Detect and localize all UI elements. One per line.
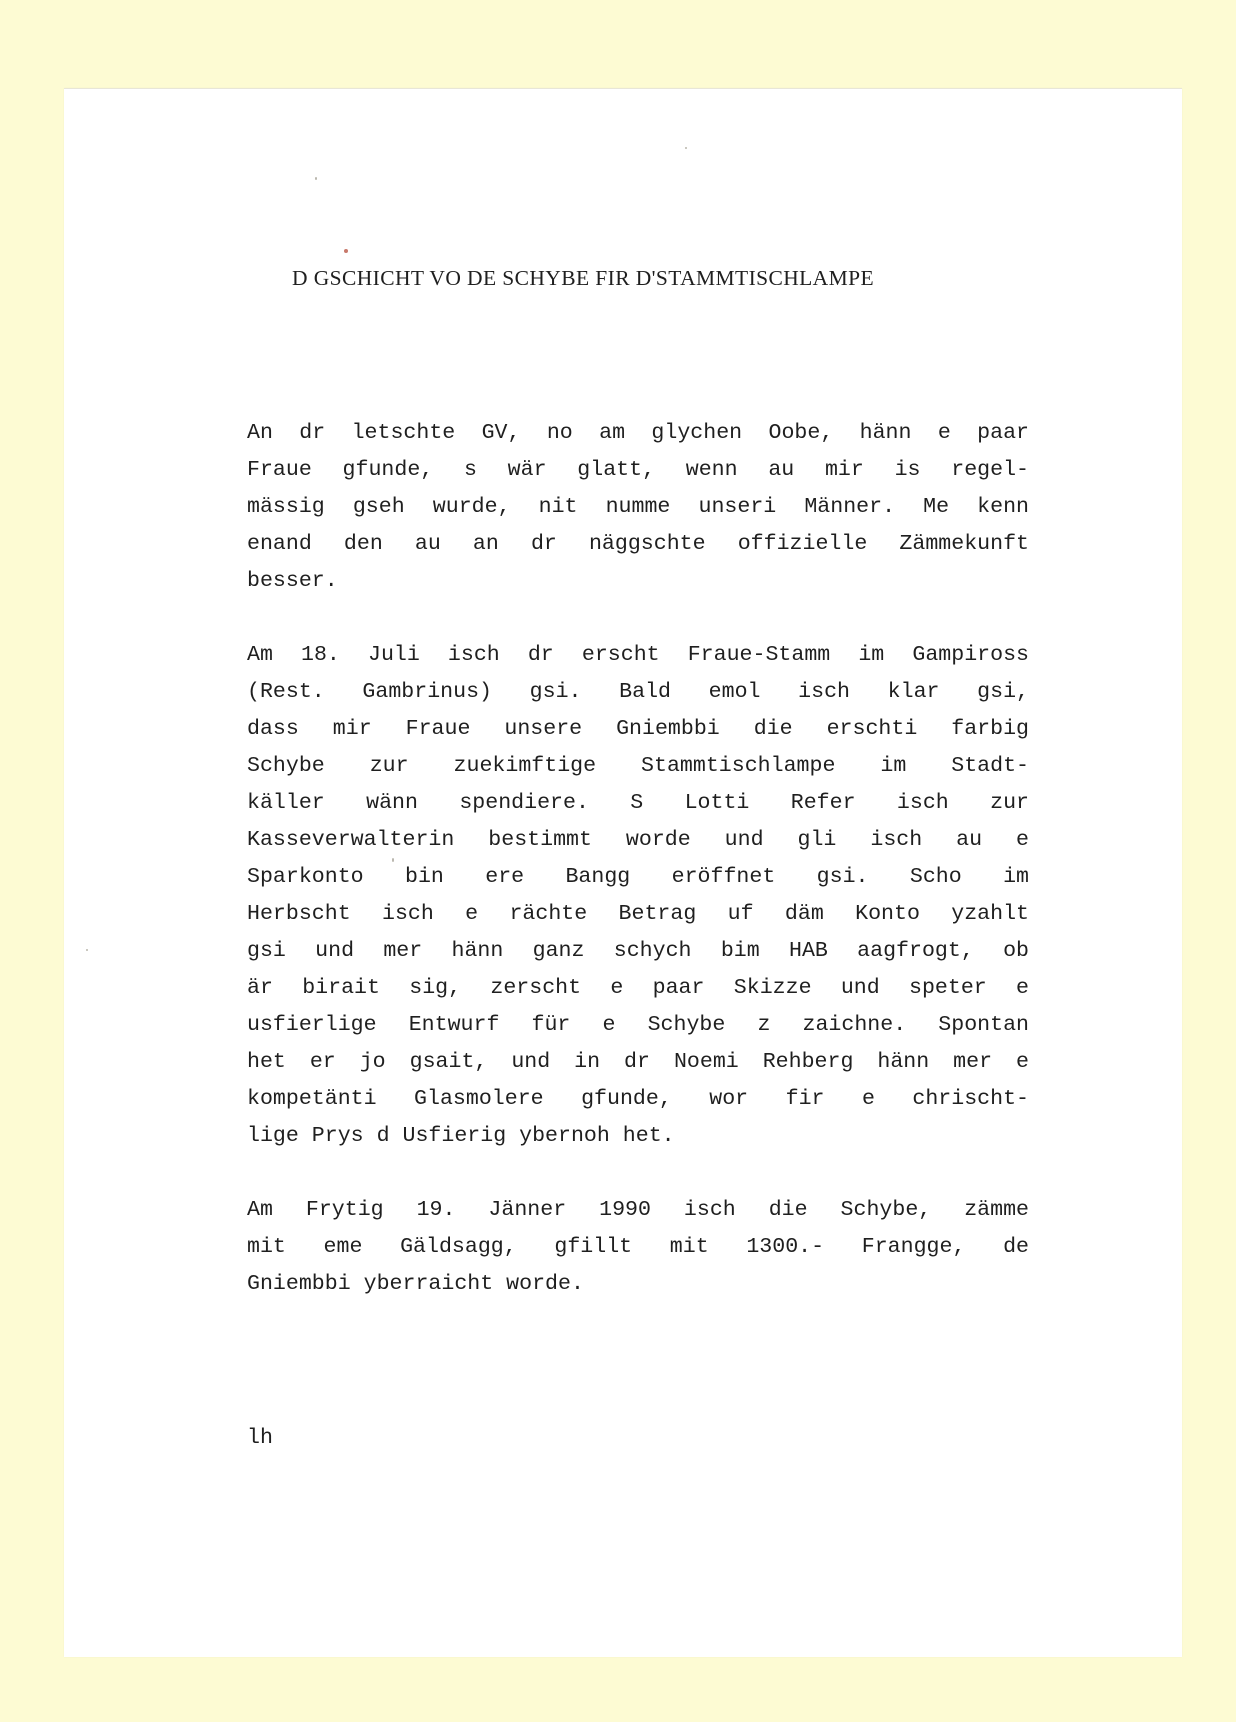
text-line: kompetänti Glasmolere gfunde, wor fir e chrischt- [247, 1087, 1029, 1111]
document-title: D GSCHICHT VO DE SCHYBE FIR D'STAMMTISCHLAMPE [292, 266, 875, 290]
text-line: Gniembbi yberraicht worde. [247, 1272, 584, 1296]
text-line: Sparkonto bin ere Bangg eröffnet gsi. Scho im [247, 865, 1029, 889]
paragraph-1 [247, 415, 1029, 600]
text-line: An dr letschte GV, no am glychen Oobe, hänn e paar [247, 421, 1029, 445]
paper-speck [344, 249, 348, 253]
text-line: Am 18. Juli isch dr erscht Fraue-Stamm im Gampiross [247, 643, 1029, 667]
text-line: Am Frytig 19. Jänner 1990 isch die Schybe, zämme [247, 1198, 1029, 1222]
paper-speck [685, 147, 687, 149]
text-line: het er jo gsait, und in dr Noemi Rehberg hänn mer e [247, 1050, 1029, 1074]
text-line: Fraue gfunde, s wär glatt, wenn au mir is regel- [247, 458, 1029, 482]
text-line: är birait sig, zerscht e paar Skizze und speter e [247, 976, 1029, 1000]
text-line: mässig gseh wurde, nit numme unseri Männer. Me kenn [247, 495, 1029, 519]
text-line: gsi und mer hänn ganz schych bim HAB aagfrogt, ob [247, 939, 1029, 963]
text-line: Kasseverwalterin bestimmt worde und gli isch au e [247, 828, 1029, 852]
text-line: besser. [247, 569, 338, 593]
text-line: Schybe zur zuekimftige Stammtischlampe im Stadt- [247, 754, 1029, 778]
text-line: lige Prys d Usfierig ybernoh het. [247, 1124, 675, 1148]
text-line: Herbscht isch e rächte Betrag uf däm Konto yzahlt [247, 902, 1029, 926]
paper-speck [315, 177, 317, 180]
paragraph-3 [247, 1192, 1029, 1303]
text-line: usfierlige Entwurf für e Schybe z zaichne. Spontan [247, 1013, 1029, 1037]
text-line: dass mir Fraue unsere Gniembbi die erschti farbig [247, 717, 1029, 741]
text-line: mit eme Gäldsagg, gfillt mit 1300.- Frangge, de [247, 1235, 1029, 1259]
paper-speck [86, 949, 88, 951]
paragraph-2 [247, 637, 1029, 1155]
text-line: käller wänn spendiere. S Lotti Refer isch zur [247, 791, 1029, 815]
text-line: (Rest. Gambrinus) gsi. Bald emol isch klar gsi, [247, 680, 1029, 704]
text-line: enand den au an dr näggschte offizielle Zämmekunft [247, 532, 1029, 556]
document-body [247, 415, 1029, 1340]
author-initials: lh [247, 1426, 273, 1450]
